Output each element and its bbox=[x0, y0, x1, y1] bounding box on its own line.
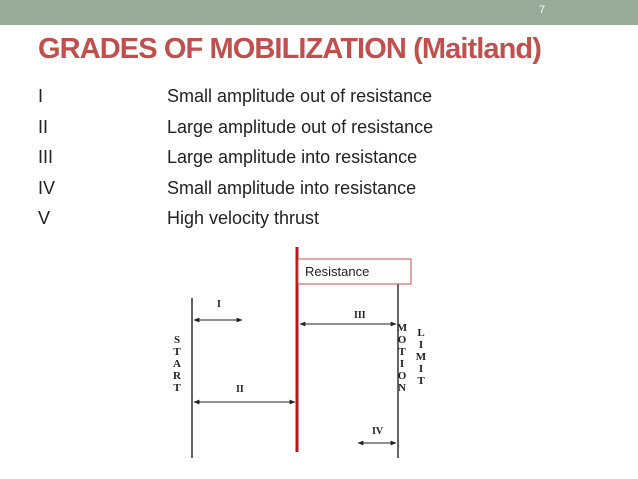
motion-label: MOTION bbox=[396, 322, 408, 394]
grade-numeral: IV bbox=[38, 177, 56, 198]
grade-2-label: II bbox=[236, 384, 244, 395]
grade-description: Large amplitude out of resistance bbox=[167, 116, 434, 137]
grade-numeral: III bbox=[38, 147, 54, 167]
grade-description: Large amplitude into resistance bbox=[167, 147, 418, 167]
grade-description: Small amplitude out of resistance bbox=[167, 86, 433, 106]
grade-numeral: II bbox=[38, 116, 49, 137]
start-label: START bbox=[171, 334, 183, 394]
grade-description: Small amplitude into resistance bbox=[167, 177, 417, 198]
grade-numeral: V bbox=[38, 208, 51, 228]
grade-numeral: I bbox=[38, 86, 44, 106]
resistance-label: Resistance bbox=[305, 264, 370, 279]
grade-description: High velocity thrust bbox=[167, 208, 320, 228]
slide-title: GRADES OF MOBILIZATION (Maitland) bbox=[38, 33, 542, 65]
limit-label: LIMIT bbox=[415, 327, 427, 387]
slide-number: 7 bbox=[538, 4, 546, 16]
grade-4-label: IV bbox=[372, 426, 384, 437]
grade-1-label: I bbox=[217, 299, 221, 310]
grade-3-label: III bbox=[354, 310, 366, 321]
